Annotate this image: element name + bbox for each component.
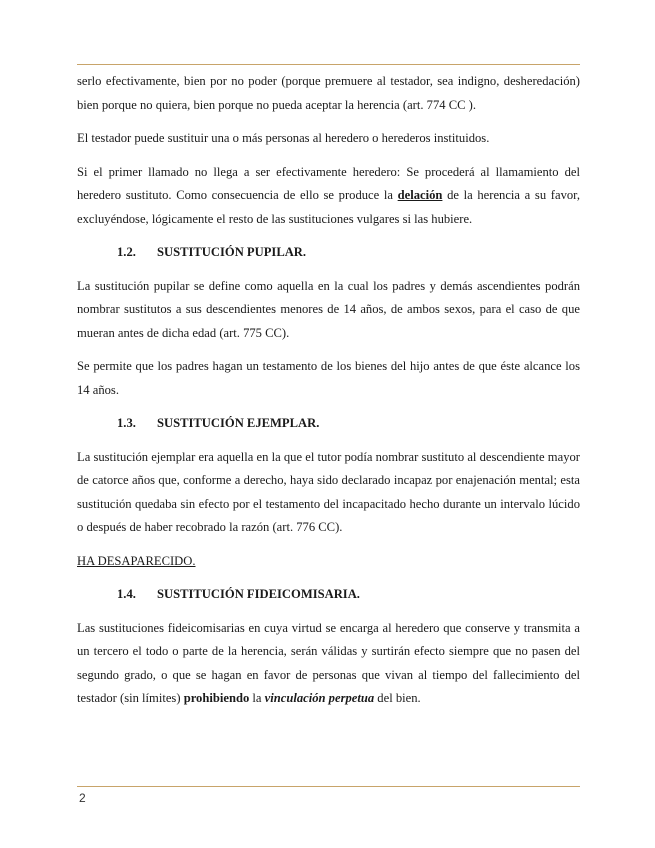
paragraph-intro: serlo efectivamente, bien por no poder (porque premuere al testador, sea indigno, desheredación) bien porque no quiera, bien porque no pueda aceptar la herencia (art. 774 CC ).: [77, 74, 580, 112]
text-run: la: [249, 691, 265, 705]
document-body: [77, 70, 580, 721]
header-rule: [77, 64, 580, 65]
text-run: Las sustituciones fideicomisarias en cuya virtud se encarga al heredero que conserve y transmita a un tercero el todo o parte de la herencia, serán válidas y surtirán efecto siempre que no pasen del segundo grado, o que se hagan en favor de personas que vivan al tiempo del fallecimiento del testador (sin límites): [77, 620, 580, 705]
paragraph-ejemplar: La sustitución ejemplar era aquella en la que el tutor podía nombrar sustituto al descendiente mayor de catorce años que, conforme a derecho, haya sido declarado incapaz por enajenación mental; esta sustitución quedaba sin efecto por el testamento del incapacitado hecho durante un intervalo lúcido o después de haber recobrado la razón (art. 776 CC).: [77, 449, 580, 534]
section-heading-pupilar: [117, 241, 580, 265]
section-number: 1.4.: [117, 587, 136, 601]
section-title: SUSTITUCIÓN EJEMPLAR.: [157, 416, 320, 430]
section-title: SUSTITUCIÓN PUPILAR.: [157, 245, 307, 259]
note-desaparecido: HA DESAPARECIDO.: [77, 553, 196, 568]
paragraph-fideicomisaria: [77, 617, 580, 711]
term-vinculacion-perpetua: vinculación perpetua: [264, 691, 375, 705]
section-heading-ejemplar: [117, 412, 580, 436]
term-prohibiendo: prohibiendo: [183, 691, 250, 705]
section-number: 1.2.: [117, 245, 136, 259]
section-number: 1.3.: [117, 416, 136, 430]
section-heading-fideicomisaria: [117, 583, 580, 607]
paragraph-primer-llamado: [77, 161, 580, 232]
paragraph-testador: El testador puede sustituir una o más personas al heredero o herederos instituidos.: [77, 131, 490, 145]
page-number: 2: [79, 791, 86, 805]
text-run: Si el primer llamado no llega a ser efectivamente heredero: Se procederá al llamamiento del heredero sustituto. Como consecuencia de ello se produce la: [77, 164, 580, 202]
paragraph-testamento-hijo: Se permite que los padres hagan un testamento de los bienes del hijo antes de que éste alcance los 14 años.: [77, 359, 580, 397]
text-run: del bien.: [374, 691, 421, 705]
section-title: SUSTITUCIÓN FIDEICOMISARIA.: [157, 587, 360, 601]
text-run: de la herencia a su favor, excluyéndose, lógicamente el resto de las sustituciones vulgares si las hubiere.: [77, 188, 580, 226]
paragraph-desaparecido: [77, 550, 580, 574]
term-delacion: delación: [397, 188, 443, 202]
footer-rule: [77, 786, 580, 787]
paragraph-pupilar: La sustitución pupilar se define como aquella en la cual los padres y demás ascendientes podrán nombrar sustitutos a sus descendientes menores de 14 años, de ambos sexos, para el caso de que mueran antes de dicha edad (art. 775 CC).: [77, 278, 580, 340]
